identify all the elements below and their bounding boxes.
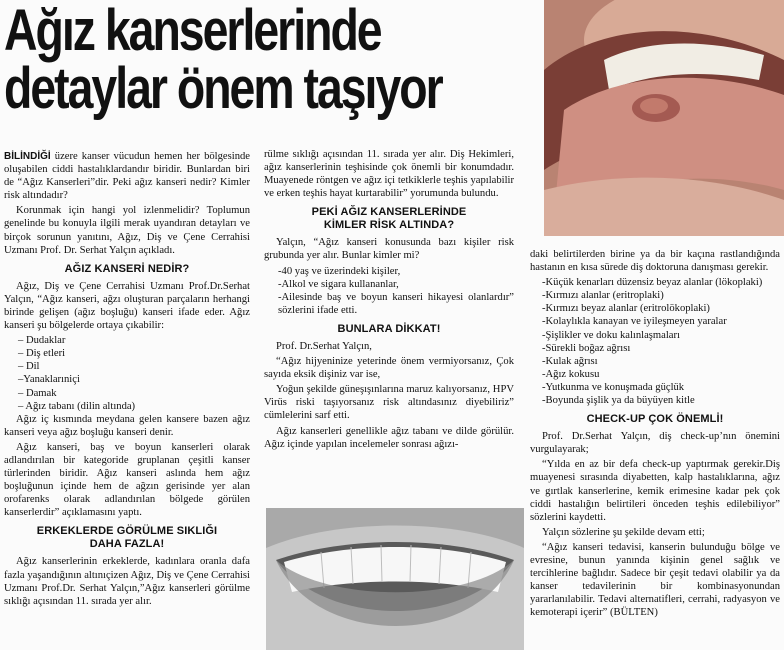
- list-item: -Kolaylıkla kanayan ve iyileşmeyen yaralar: [542, 316, 727, 328]
- paragraph: daki belirtilerden birine ya da bir kaçına rastlandığında hastanın en kısa sürede diş doktoruna danışması gerekir.: [530, 249, 780, 274]
- paragraph: Yalçın, “Ağız kanseri konusunda bazı kişiler risk grubunda yer alır. Bunlar kimler mi?: [264, 237, 514, 262]
- list-item: -Kulak ağrısı: [542, 355, 598, 367]
- list-item: – Damak: [18, 387, 57, 399]
- paragraph: “Ağız hijyeninize yeterinde önem vermiyorsanız, Çok sayıda eksik dişiniz var ise,: [264, 356, 514, 381]
- lip-lesion-photo: [544, 0, 784, 236]
- headline-line-2: detaylar önem taşıyor: [4, 56, 442, 121]
- smile-photo: [266, 508, 524, 650]
- paragraph: “Yılda en az bir defa check-up yaptırmak gerekir.Diş muayenesi sırasında diyabetten, kalp hastalıklarına, ağız ve gırtlak kanserlerine, kemik erimesine kadar pek çok ciddi hastalığın belirtileri önceden teşhis edilebiliyor” sözlerini kaydetti.: [530, 459, 780, 523]
- paragraph: “Ağız kanseri tedavisi, kanserin bulunduğu bölge ve evresine, bunun yanında kişinin genel sağlık ve tercihlerine bağlıdır. Sadece bir çeşit tedavi olabilir ya da kanser tedavilerinin bir kombinasyonundan yararlanılabilir. Tedavi alternatifleri, cerrahi, radyasyon ve kemoterapi içerir” (BÜLTEN): [530, 541, 780, 619]
- paragraph: Korunmak için hangi yol izlenmelidir? Toplumun genelinde bu konuyla ilgili merak uyandıran detayları ve birçok sorunun yanıtını, Ağız, Diş ve Çene Cerrahisi Uzmanı Prof. Dr. Serhat Yalçın açıkladı.: [4, 205, 250, 256]
- list-item: –Yanaklarıniçi: [18, 374, 80, 386]
- list-item: -40 yaş ve üzerindeki kişiler,: [278, 265, 401, 277]
- subheading: CHECK-UP ÇOK ÖNEMLİ!: [586, 413, 724, 426]
- article-column-1: [4, 150, 250, 610]
- paragraph: Prof. Dr.Serhat Yalçın,: [276, 340, 372, 352]
- paragraph: Ağız kanserlerinin erkeklerde, kadınlara oranla dafa fazla yaşandığının altınıçizen Ağız, Diş ve Çene Cerrahisi Uzmanı Prof.Dr. Serhat Yalçın,”Ağız kanserleri görülme sıklığı açısından 11. sırada yer alır.: [4, 556, 250, 607]
- smile-illustration: [266, 508, 524, 650]
- list-item: -Kırmızı beyaz alanlar (eritrolökoplaki): [542, 303, 710, 315]
- paragraph: Ağız iç kısmında meydana gelen kansere bazen ağız kanseri veya ağız boşluğu kanseri denir.: [4, 413, 250, 438]
- list-item: -Ailesinde baş ve boyun kanseri hikayesi olanlardır” sözlerini ifade etti.: [278, 291, 514, 316]
- list-item: – Dil: [18, 361, 40, 373]
- lead-word: BİLİNDİĞİ: [4, 151, 51, 162]
- article-column-3: [530, 248, 780, 621]
- paragraph: Yoğun şekilde güneşışınlarına maruz kalıyorsanız, HPV Virüs riski taşıyorsanız risk altındasınız diyebiliriz” cümlelerini sarf etti.: [264, 384, 514, 422]
- intro-paragraph: BİLİNDİĞİ üzere kanser vücudun hemen her bölgesinde oluşabilen ciddi hastalıklardandır biridir. Bunlardan biri de “Ağız Kanserleri”dir. Peki ağız kanseri nedir? Kimler risk altındadır?: [4, 151, 250, 202]
- list-item: – Ağız tabanı (dilin altında): [18, 400, 136, 412]
- subheading: AĞIZ KANSERİ NEDİR?: [64, 262, 190, 275]
- list-item: -Sürekli boğaz ağrısı: [542, 342, 631, 354]
- list-item: – Dudaklar: [18, 335, 66, 347]
- list-item: -Yutkunma ve konuşmada güçlük: [542, 381, 685, 393]
- list-item: -Boyunda şişlik ya da büyüyen kitle: [542, 395, 695, 407]
- list-item: -Şişlikler ve doku kalınlaşmaları: [542, 329, 680, 341]
- paragraph: Ağız kanseri, baş ve boyun kanserleri olarak adlandırılan bir kategoride gruplanan çeşitli kanser türlerinden biridir. Ağız kanseri aslında hem ağız boşluğunun içinde hem de ağzın gerisinde yer alan orofarenks olarak adlandırılan bölgede görülen kanserlerdir” açıklamasını yaptı.: [4, 441, 250, 519]
- paragraph: rülme sıklığı açısından 11. sırada yer alır. Diş Hekimleri, ağız kanserlerinin teşhisinde çok önemli bir konumdadır. Muayenede röntgen ve ağız içi tetkiklerle teşhis yapılabilir ve erken teşhis hayat kurtarabilir” yorumunda bulundu.: [264, 149, 514, 200]
- paragraph: Ağız kanserleri genellikle ağız tabanı ve dilde görülür. Ağız içinde yapılan incelemeler sonrası ağızı-: [264, 425, 514, 450]
- lip-lesion-illustration: [544, 0, 784, 236]
- paragraph: Prof. Dr.Serhat Yalçın, diş check-up’nın önemini vurgulayarak;: [530, 431, 780, 456]
- subheading: BUNLARA DİKKAT!: [337, 322, 441, 335]
- list-item: -Kırmızı alanlar (eritroplaki): [542, 290, 664, 302]
- paragraph: Ağız, Diş ve Çene Cerrahisi Uzmanı Prof.Dr.Serhat Yalçın, “Ağız kanseri, ağzı oluşturan parçaların herhangi birinde gelişen (ağız boşluğu) kanseri ifade eder. Ağız kanseri şu bölgelerde ortaya çıkabilir:: [4, 280, 250, 332]
- paragraph: Yalçın sözlerine şu şekilde devam etti;: [542, 526, 705, 538]
- article-column-2: [264, 148, 514, 453]
- list-item: -Ağız kokusu: [542, 368, 600, 380]
- subheading: PEKİ AĞIZ KANSERLERİNDE KİMLER RİSK ALTINDA?: [311, 206, 467, 232]
- list-item: -Küçük kenarları düzensiz beyaz alanlar (lökoplaki): [542, 277, 763, 289]
- list-item: -Alkol ve sigara kullananlar,: [278, 278, 399, 290]
- headline-line-1: Ağız kanserlerinde: [4, 0, 381, 63]
- subheading: ERKEKLERDE GÖRÜLME SIKLIĞI DAHA FAZLA!: [36, 525, 218, 551]
- headline: [4, 0, 442, 121]
- list-item: – Diş etleri: [18, 348, 66, 360]
